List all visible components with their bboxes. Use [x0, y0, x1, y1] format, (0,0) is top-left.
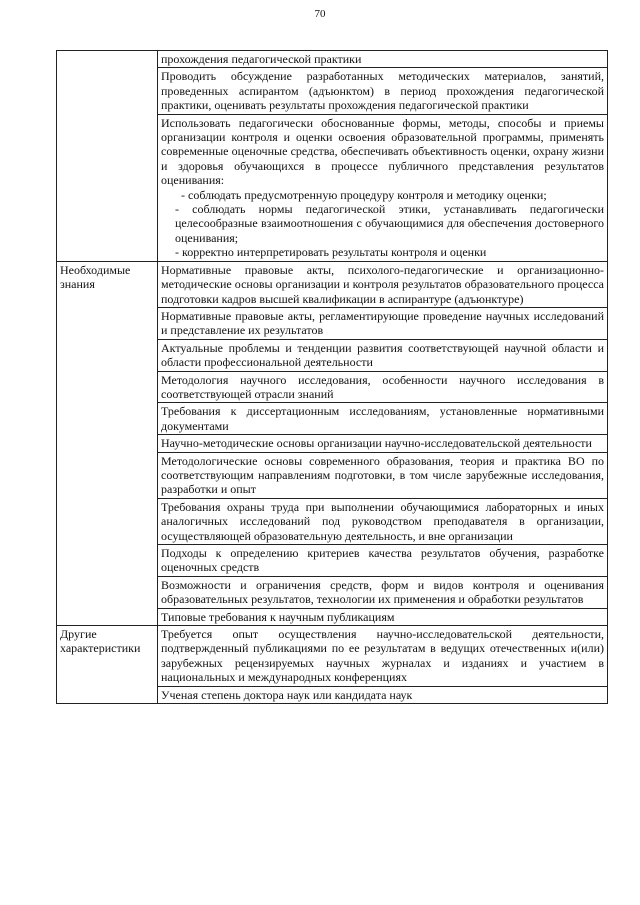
assessment-item: - корректно интерпретировать результаты контроля и оценки [175, 245, 487, 260]
knowledge-text: Требования к диссертационным исследованиям, установленные нормативными документами [158, 403, 608, 435]
assessment-intro: Использовать педагогически обоснованные формы, методы, способы и приемы организации контроля и оценки освоения образовательной программы, применять современные оценочные средства, обеспечивать объективность оценки, охрану жизни и здоровья обучающихся в процессе публичного представления результатов оценивания: [161, 115, 604, 188]
section-label-empty [57, 51, 158, 262]
table-row [57, 51, 608, 68]
skill-text: Проводить обсуждение разработанных методических материалов, занятий, проведенных аспирантом (адъюнктом) в период прохождения педагогической практики, оценивать результаты прохождения педагогической практики [158, 68, 608, 114]
knowledge-text: Подходы к определению критериев качества результатов обучения, разработке оценочных средств [158, 545, 608, 577]
section-label-other: Другие характеристики [57, 626, 158, 704]
knowledge-text: Возможности и ограничения средств, форм и видов контроля и оценивания образовательных результатов, технологии их применения и обработки результатов [158, 576, 608, 608]
skill-text: прохождения педагогической практики [158, 51, 608, 68]
knowledge-text: Актуальные проблемы и тенденции развития соответствующей научной области и области профессиональной деятельности [158, 339, 608, 371]
characteristic-text: Требуется опыт осуществления научно-исследовательской деятельности, подтвержденный публикациями по ее результатам в ведущих отечественных и(или) зарубежных рецензируемых научных журналах и изданиях и участием в национальных и международных конференциях [158, 626, 608, 687]
knowledge-text: Требования охраны труда при выполнении обучающимися лабораторных и иных аналогичных исследований под руководством преподавателя в организации, осуществляющей образовательную деятельность, и вне организации [158, 498, 608, 544]
knowledge-text: Научно-методические основы организации научно-исследовательской деятельности [158, 435, 608, 452]
qualification-table [56, 50, 608, 704]
knowledge-text: Методологические основы современного образования, теория и практика ВО по соответствующим направлениям подготовки, в том числе зарубежные исследования, разработки и опыт [158, 452, 608, 498]
knowledge-text: Нормативные правовые акты, психолого-педагогические и организационно-методические основы организации и контроля результатов образовательного процесса подготовки кадров высшей квалификации в аспирантуре (адъюнктуре) [158, 261, 608, 307]
page-number: 70 [314, 8, 326, 20]
characteristic-text: Ученая степень доктора наук или кандидата наук [158, 686, 608, 703]
assessment-cell [158, 114, 608, 261]
knowledge-text: Типовые требования к научным публикациям [158, 608, 608, 625]
table-row [57, 261, 608, 307]
section-label-knowledge: Необходимые знания [57, 261, 158, 625]
assessment-item: - соблюдать предусмотренную процедуру контроля и методику оценки; [181, 187, 547, 202]
knowledge-text: Нормативные правовые акты, регламентирующие проведение научных исследований и представление их результатов [158, 307, 608, 339]
table-row [57, 626, 608, 687]
knowledge-text: Методология научного исследования, особенности научного исследования в соответствующей отрасли знаний [158, 371, 608, 403]
assessment-item: - соблюдать нормы педагогической этики, устанавливать педагогически целесообразные взаимоотношения с обучающимися для обеспечения достоверного оценивания; [175, 202, 604, 245]
